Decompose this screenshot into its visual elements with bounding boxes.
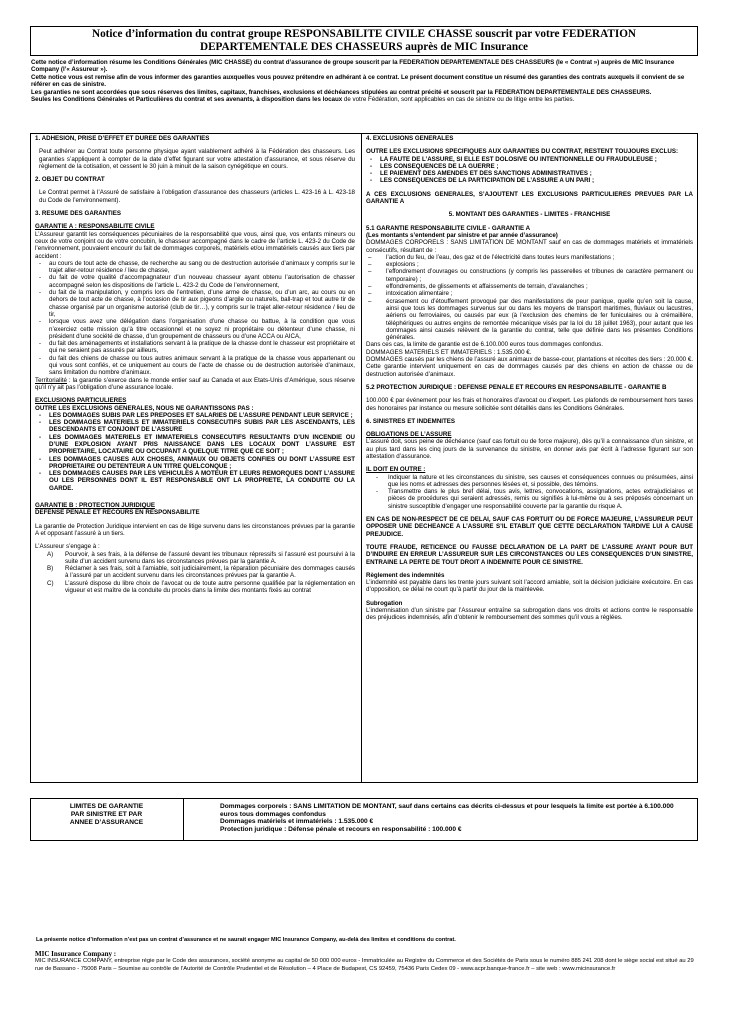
garantie-b-title: GARANTIE B : PROTECTION JURIDIQUE bbox=[35, 502, 155, 510]
limits-label: LIMITES DE GARANTIE PAR SINISTRE ET PAR ANNEE D’ASSURANCE bbox=[69, 803, 144, 827]
list-item: - LES DOMMAGES MATERIELS ET IMMATERIELS CONSECUTIFS SUBIS PAR LES ASCENDANTS, LES DESCENDANTS ET CONJOINT DE L’ASSURE bbox=[39, 419, 355, 434]
document-title bbox=[30, 26, 698, 56]
section-6-title: 6. SINISTRES ET INDEMNITES bbox=[366, 417, 456, 425]
reglement-text: L’indemnité est payable dans les trente jours suivant soit l’accord amiable, soit la décision judiciaire exécutoire. En cas d’opposition, ce délai ne court qu’à partir du jour de la mainlevée. bbox=[366, 579, 693, 594]
section-2-text: Le Contrat permet à l’Assuré de satisfaire à l’obligation d’assurance des chasseurs (articles L. 423-16 à L. 423-18 du Code de l’environnement). bbox=[39, 189, 355, 204]
il-doit-title: IL DOIT EN OUTRE : bbox=[366, 466, 426, 474]
intro-p4-bold: Seules les Conditions Générales et Particulières du contrat et ses avenants, à disposition dans les locaux bbox=[31, 96, 343, 104]
list-item: - LES CONSEQUENCES DE LA GUERRE ; bbox=[370, 162, 499, 170]
intro-paragraph-3: Les garanties ne sont accordées que sous réserves des limites, capitaux, franchises, exclusions et déchéances stipulées au contrat précité et souscrit par la FEDERATION DEPARTEMENTALE DES CHASSEURS. bbox=[31, 88, 652, 96]
territorialite-label: Territorialité bbox=[35, 376, 67, 384]
subrogation-title: Subrogation bbox=[366, 599, 403, 607]
limits-divider bbox=[183, 798, 184, 841]
garantie-a-title: GARANTIE A : RESPONSABILITE CIVILE bbox=[35, 223, 155, 231]
list-item: – l’effondrement d’ouvrages ou constructions (y compris les passerelles et tribunes de caractère permanent ou temporaire) ; bbox=[368, 268, 693, 283]
footer-legal-text: MIC INSURANCE COMPANY, entreprise régie par le Code des assurances, société anonyme au capital de 50 000 000 euros - Immatriculée au Registre du Commerce et des Sociétés de Paris sous le numéro 885 241 208 dont le siège social est situé au 29 rue de Bassano - 75008 Paris – Soumise au contrôle de l’Autorité de Contrôle Prudentiel et de Résolution – 4 Place de Budapest, CS 92459, 75436 Paris Cedex 09 - www.acpr.banque-france.fr – site web : www.micinsurance.fr bbox=[35, 958, 694, 972]
list-item: - au cours de tout acte de chasse, de recherche au sang ou de destruction autorisée d’animaux y compris sur le trajet aller-retour résidence / lieu de chasse, bbox=[39, 259, 355, 275]
list-item: - LE PAIEMENT DES AMENDES ET DES SANCTIONS ADMINISTRATIVES ; bbox=[370, 170, 592, 178]
list-item: C) L’assuré dispose du libre choix de l’avocat ou de toute autre personne qualifiée par la réglementation en vigueur et est maître de la conduite du procès dans la limite des montants fixés au contrat bbox=[47, 579, 355, 595]
list-item: – explosions ; bbox=[368, 261, 419, 269]
limits-materiels: Dommages matériels et immatériels : 1.535.000 € bbox=[220, 818, 374, 826]
intro-paragraph-4 bbox=[31, 96, 699, 103]
limits-corporels: Dommages corporels : SANS LIMITATION DE MONTANT, sauf dans certains cas décrits ci-dessus et pour lesquels la limite est portée à 6.100.000 euros tous dommages confondus bbox=[220, 803, 674, 818]
exclusions-generales-list bbox=[366, 156, 693, 185]
section-3-title: 3. RESUME DES GARANTIES bbox=[35, 210, 121, 218]
list-item: A) Pourvoir, à ses frais, à la défense de l’assuré devant les tribunaux répressifs si l’assuré est poursuivi à la suite d’un accident survenu dans les circonstances prévues par la garantie A. bbox=[47, 550, 355, 565]
section-1-text: Peut adhérer au Contrat toute personne physique ayant valablement adhéré à la Fédération des chasseurs. Les garanties s’appliquent à compter de la date d’effet figurant sur votre attestation d’assurance, et sous réserve du règlement de la cotisation, et cessent le 30 juin à minuit de la saison cynégétique en cours. bbox=[39, 148, 355, 170]
disclaimer: La présente notice d’information n’est pas un contrat d’assurance et ne saurait engager MIC Insurance Company, au-delà des limites et conditions du contrat. bbox=[36, 937, 456, 943]
list-item: - Transmettre dans le plus bref délai, tous avis, lettres, convocations, assignations, actes extrajudiciaires et pièces de procédures qui seraient adressés, remis ou signifiés à lui-même ou à ses préposés concernant un sinistre susceptible d’engager une responsabilité couverte par la garantie du risque A. bbox=[376, 488, 693, 510]
limits-juridique: Protection juridique : Défense pénale et recours en responsabilité : 100.000 € bbox=[220, 825, 462, 833]
garantie-b-subtitle: DEFENSE PENALE ET RECOURS EN RESPONSABILITE bbox=[35, 509, 200, 517]
list-item: - du fait des chiens de chasse ou tous autres animaux servant à la pratique de la chasse vous appartenant ou qui vous sont confiés, et ce uniquement au cours de l’acte de chasse ou de destruction autorisée d’animaux, sans limitation du nombre d’animaux. bbox=[39, 354, 355, 377]
section-5-1-title: 5.1 GARANTIE RESPONSABILITE CIVILE - GARANTIE A bbox=[366, 224, 531, 232]
list-item: - Indiquer la nature et les circonstances du sinistre, ses causes et conséquences connues ou présumées, ainsi que les noms et adresses des personnes lésées et, si possible, des témoins. bbox=[376, 473, 693, 488]
list-item: – écrasement ou d’étouffement provoqué par des manifestations de peur panique, quelle qu’en soit la cause, ainsi que tous les dommages survenus sur ou dans les moyens de transport maritimes, fluviaux ou lacustres, aériens ou ferroviaires, ou causés par eux (à l’exclusion des chemins de fer funiculaires ou à crémaillère, téléphériques ou autres engins de remontée mécanique visés par la loi du 18 juillet 1963), pour autant que les dommages ainsi causés relèvent de la garantie du contrat, telle que définie dans les présentes Conditions générales. bbox=[368, 297, 693, 342]
list-item: B) Réclamer à ses frais, soit à l’amiable, soit judiciairement, la réparation pécuniaire des dommages causés à l’assuré par un accident survenu dans les circonstances prévues par la garantie A. bbox=[47, 565, 355, 580]
intro-section bbox=[31, 59, 699, 103]
list-item: – intoxication alimentaire ; bbox=[368, 290, 453, 298]
subrogation-text: L’indemnisation d’un sinistre par l’Assureur entraîne sa subrogation dans vos droits et actions contre le responsable des préjudices indemnisés, afin d’obtenir le remboursement des sommes qu’il vous a réglées. bbox=[366, 607, 693, 622]
il-doit-list bbox=[366, 474, 693, 510]
footer bbox=[35, 951, 699, 973]
limits-values bbox=[220, 803, 690, 833]
exclusions-particulieres-sub: OUTRE LES EXCLUSIONS GENERALES, NOUS NE GARANTISSONS PAS : bbox=[35, 404, 254, 412]
exclusions-particulieres-list bbox=[35, 412, 355, 492]
section-4-sub: OUTRE LES EXCLUSIONS SPECIFIQUES AUX GARANTIES DU CONTRAT, RESTENT TOUJOURS EXCLUS: bbox=[366, 148, 679, 156]
left-column bbox=[35, 135, 355, 594]
list-item: - du fait de votre qualité d’accompagnateur d’un nouveau chasseur ayant obtenu l’autorisation de chasser accompagné selon les dispositions de l’article L. 423-2 du Code de l’environnement, bbox=[39, 274, 355, 289]
section-5-1-sub: (Les montants s’entendent par sinistre et par année d’assurance) bbox=[366, 231, 558, 239]
intro-p4-normal: de votre Fédération, sont applicables en cas de sinistre ou de litige entre les parties. bbox=[342, 96, 575, 104]
section-5-1-list bbox=[366, 254, 693, 342]
title-line-2: DEPARTEMENTALE DES CHASSEURS auprès de MIC Insurance bbox=[199, 41, 529, 53]
exclusions-particulieres-title: EXCLUSIONS PARTICULIERES bbox=[35, 397, 127, 405]
section-5-1-chiens: DOMMAGES causés par les chiens de l’assuré aux animaux de basse-cour, plantations et récoltes des tiers : 20.000 €. Cette garantie intervient uniquement en cas de dommages causés par des chiens en action de chasse ou de destruction autorisée d’animaux. bbox=[366, 356, 693, 378]
reglement-title: Règlement des indemnités bbox=[366, 571, 445, 579]
column-divider bbox=[361, 133, 362, 783]
list-item: - LES DOMMAGES CAUSES AUX CHOSES, ANIMAUX OU OBJETS CONFIES OU DONT L’ASSURE EST PROPRIETAIRE OU DETENTEUR A UN TITRE QUELCONQUE ; bbox=[39, 455, 355, 470]
fraude-clause: TOUTE FRAUDE, RETICENCE OU FAUSSE DECLARATION DE LA PART DE L’ASSURE AYANT POUR BUT D’INDUIRE EN ERREUR L’ASSUREUR SUR LES CIRCONSTANCES OU LES CONSEQUENCES D’UN SINISTRE, ENTRAINE LA PERTE DE TOUT DROIT A INDEMNITE POUR CE SINISTRE. bbox=[366, 543, 693, 566]
section-5-1-materiels: DOMMAGES MATERIELS ET IMMATERIELS : 1.535.000 €. bbox=[366, 348, 532, 356]
territorialite-text: : la garantie s’exerce dans le monde entier sauf au Canada et aux Etats-Unis d’Amérique, sous réserve qu’il n’y ait pas l’obligation d’une assurance locale. bbox=[35, 376, 355, 391]
list-item: – l’action du feu, de l’eau, des gaz et de l’électricité dans toutes leurs manifestations ; bbox=[368, 253, 615, 261]
section-5-2-title: 5.2 PROTECTION JURIDIQUE : DEFENSE PENALE ET RECOURS EN RESPONSABILITE - GARANTIE B bbox=[366, 383, 667, 391]
list-item: - LES CONSEQUENCES DE LA PARTICIPATION DE L’ASSURE A UN PARI ; bbox=[370, 177, 595, 185]
section-4-title: 4. EXCLUSIONS GENERALES bbox=[366, 135, 454, 142]
section-2-title: 2. OBJET DU CONTRAT bbox=[35, 176, 105, 184]
section-5-2-text: 100.000 € par événement pour les frais et honoraires d’avocat ou d’expert. Les plafonds de remboursement hors taxes des honoraires par instance ou mesure sollicitée sont détaillés dans les Conditions Générales. bbox=[366, 397, 693, 412]
section-5-1-text: DOMMAGES CORPORELS : SANS LIMITATION DE MONTANT sauf en cas de dommages matériels et immatériels consécutifs, résultant de : bbox=[366, 239, 693, 254]
list-item: - lorsque vous avez une délégation dans l’organisation d’une chasse ou battue, à la condition que vous n’exerciez cette mission qu’à titre occasionnel et ne soyez ni propriétaire ou détenteur d’une chasse, ni président d’une société de chasse, d’un groupement de chasseurs ou d’une ACCA ou AICA, bbox=[39, 318, 355, 340]
section-4-additional: A CES EXCLUSIONS GENERALES, S’AJOUTENT LES EXCLUSIONS PARTICULIERES PREVUES PAR LA GARANTIE A bbox=[366, 190, 693, 206]
list-item: - du fait des aménagements et installations servant à la pratique de la chasse dont le chasseur est propriétaire et qui ne seraient pas assurés par ailleurs, bbox=[39, 340, 355, 355]
garantie-a-list bbox=[35, 260, 355, 377]
list-item: - LA FAUTE DE L’ASSURE, SI ELLE EST DOLOSIVE OU INTENTIONNELLE OU FRAUDULEUSE ; bbox=[370, 155, 657, 163]
garantie-b-text: La garantie de Protection Juridique intervient en cas de litige survenu dans les circonstances prévues par la garantie A et opposant l’assuré à un tiers. bbox=[35, 522, 355, 537]
obligations-title: OBLIGATIONS DE L’ASSURE bbox=[366, 431, 452, 439]
title-line-1: Notice d’information du contrat groupe RESPONSABILITE CIVILE CHASSE souscrit par votre FEDERATION bbox=[92, 28, 636, 40]
footer-heading: MIC Insurance Company : bbox=[35, 950, 117, 958]
section-1-title: 1. ADHESION, PRISE D’EFFET ET DUREE DES GARANTIES bbox=[35, 135, 210, 142]
right-column bbox=[366, 135, 693, 622]
list-item: - du fait de la manipulation, y compris lors de l’entretien, d’une arme de chasse, ou d’un arc, au cours ou en dehors de tout acte de chasse, à l’occasion de tir aux pigeons d’argile ou naturels, ball-trap et tout autre tir de chasse organisé par un organisme autorisé (club de tir…), y compris sur le trajet aller-retour résidence / lieu de tir, bbox=[39, 289, 355, 318]
non-respect-delai: EN CAS DE NON-RESPECT DE CE DELAI, SAUF CAS FORTUIT OU DE FORCE MAJEURE, L’ASSUREUR PEUT OPPOSER UNE DECHEANCE A L’ASSURE S’IL ETABLIT QUE CETTE DECLARATION TARDIVE LUI A CAUSE PREJUDICE. bbox=[366, 516, 693, 538]
list-item: – effondrements, de glissements et affaissements de terrain, d’avalanches ; bbox=[368, 283, 588, 291]
list-item: - LES DOMMAGES CAUSES PAR LES VEHICULES A MOTEUR ET LEURS REMORQUES DONT L’ASSURE OU LES PERSONNES DONT IL EST RESPONSABLE ONT LA PROPRIETE, LA CONDUITE OU LA GARDE. bbox=[39, 470, 355, 492]
garantie-b-engage: L’Assureur s’engage à : bbox=[35, 543, 100, 551]
intro-paragraph-1: Cette notice d’information résume les Conditions Générales (MIC CHASSE) du contrat d’assurance de groupe souscrit par la FEDERATION DEPARTEMENTALE DES CHASSEURS (le « Contrat ») auprès de MIC Insurance Company (l’« Assureur »). bbox=[31, 59, 675, 74]
intro-paragraph-2: Cette notice vous est remise afin de vous informer des garanties auxquelles vous pouvez prétendre en adhérant à ce contrat. Le présent document constitue un résumé des garanties des contrats auxquels il convient de se référer en cas de sinistre. bbox=[31, 73, 685, 89]
obligations-text: L’assuré doit, sous peine de déchéance (sauf cas fortuit ou de force majeure), dès qu’il a connaissance d’un sinistre, et au plus tard dans les cinq jours de la survenance du sinistre, en donner avis par écrit à l’adresse figurant sur son attestation d’assurance. bbox=[366, 438, 693, 460]
list-item: - LES DOMMAGES MATERIELS ET IMMATERIELS CONSECUTIFS RESULTANTS D’UN INCENDIE OU D’UNE EXPLOSION AYANT PRIS NAISSANCE DANS LES LOCAUX DONT L’ASSURE EST PROPRIETAIRE, LOCATAIRE OU OCCUPANT A QUELQUE TITRE QUE CE SOIT ; bbox=[39, 433, 355, 456]
section-5-1-limit: Dans ces cas, la limite de garantie est de 6.100.000 euros tous dommages confondus. bbox=[366, 341, 603, 349]
territorialite bbox=[35, 377, 355, 392]
section-5-title: 5. MONTANT DES GARANTIES - LIMITES - FRANCHISE bbox=[448, 211, 611, 219]
list-item: - LES DOMMAGES SUBIS PAR LES PREPOSES ET SALARIES DE L’ASSURE PENDANT LEUR SERVICE ; bbox=[39, 411, 353, 419]
garantie-a-text: L’Assureur garantit les conséquences pécuniaires de la responsabilité que vous, ainsi que, vos enfants mineurs ou ceux de votre conjoint ou de votre concubin, le chasseur accompagné dans le cadre de l’article L. 423-2 du Code de l’environnement, pouvaient encourir du fait de dommages corporels, matériels et/ou immatériels causés aux tiers par accident : bbox=[35, 230, 355, 260]
garantie-b-list bbox=[35, 551, 355, 595]
